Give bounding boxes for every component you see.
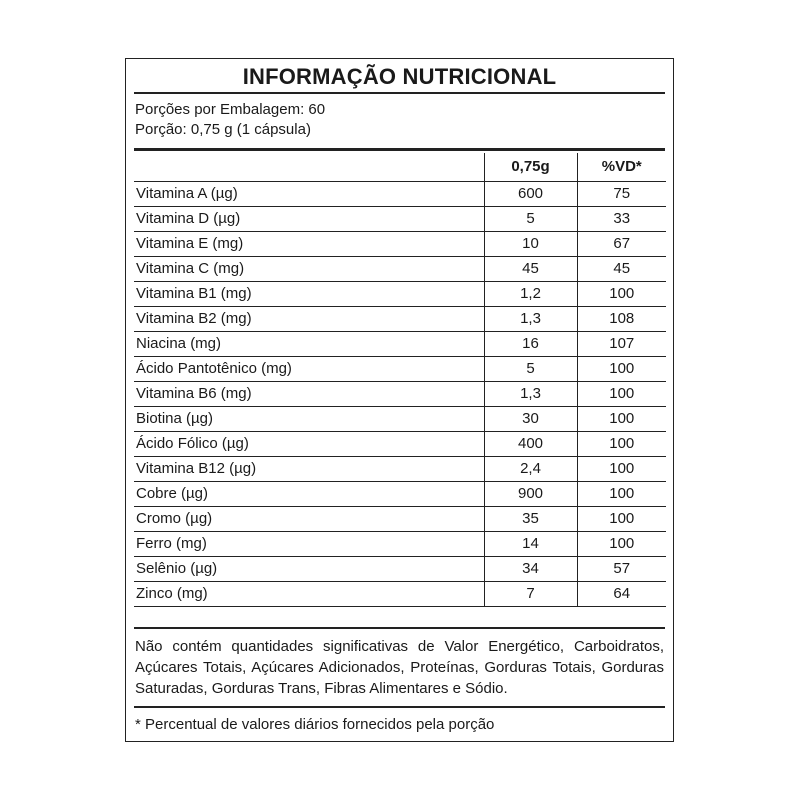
- nutrient-name: Vitamina D (µg): [134, 206, 484, 231]
- table-row: [134, 381, 666, 406]
- table-header-row: [134, 153, 666, 181]
- servings-per-package: Porções por Embalagem: 60: [135, 101, 326, 118]
- nutrient-amount: 45: [484, 256, 577, 281]
- nutrient-name: Vitamina E (mg): [134, 231, 484, 256]
- table-row: [134, 206, 666, 231]
- nutrient-daily-value: 45: [577, 256, 666, 281]
- nutrient-amount: 5: [484, 356, 577, 381]
- nutrient-amount: 35: [484, 506, 577, 531]
- nutrient-name: Biotina (µg): [134, 406, 484, 431]
- nutrient-amount: 5: [484, 206, 577, 231]
- nutrient-amount: 1,3: [484, 306, 577, 331]
- nutrient-amount: 600: [484, 181, 577, 206]
- nutrient-daily-value: 64: [577, 581, 666, 606]
- header-nutrient: [134, 153, 484, 181]
- nutrient-name: Niacina (mg): [134, 331, 484, 356]
- nutrition-facts-label: [125, 58, 674, 742]
- nutrient-name: Cobre (µg): [134, 481, 484, 506]
- nutrient-name: Vitamina B2 (mg): [134, 306, 484, 331]
- nutrient-amount: 7: [484, 581, 577, 606]
- nutrient-amount: 16: [484, 331, 577, 356]
- nutrient-amount: 34: [484, 556, 577, 581]
- table-row: [134, 481, 666, 506]
- nutrient-amount: 10: [484, 231, 577, 256]
- nutrient-daily-value: 100: [577, 381, 666, 406]
- nutrient-amount: 400: [484, 431, 577, 456]
- table-row: [134, 281, 666, 306]
- table-row: [134, 356, 666, 381]
- table-row: [134, 581, 666, 606]
- nutrient-daily-value: 100: [577, 481, 666, 506]
- nutrient-daily-value: 100: [577, 281, 666, 306]
- nutrient-daily-value: 100: [577, 356, 666, 381]
- nutrient-daily-value: 33: [577, 206, 666, 231]
- table-row: [134, 506, 666, 531]
- table-row: [134, 331, 666, 356]
- nutrient-amount: 2,4: [484, 456, 577, 481]
- nutrient-amount: 1,3: [484, 381, 577, 406]
- header-amount: 0,75g: [484, 153, 577, 181]
- nutrient-daily-value: 57: [577, 556, 666, 581]
- table-row: [134, 181, 666, 206]
- nutrient-name: Selênio (µg): [134, 556, 484, 581]
- nutrient-name: Cromo (µg): [134, 506, 484, 531]
- table-row: [134, 256, 666, 281]
- nutrient-amount: 900: [484, 481, 577, 506]
- daily-value-footnote: * Percentual de valores diários fornecidos pela porção: [135, 716, 495, 733]
- nutrient-daily-value: 107: [577, 331, 666, 356]
- title-divider: [134, 92, 665, 94]
- label-title: INFORMAÇÃO NUTRICIONAL: [242, 64, 557, 89]
- nutrient-name: Vitamina B6 (mg): [134, 381, 484, 406]
- nutrient-amount: 1,2: [484, 281, 577, 306]
- table-row: [134, 556, 666, 581]
- nutrient-name: Vitamina B1 (mg): [134, 281, 484, 306]
- nutrient-daily-value: 100: [577, 456, 666, 481]
- nutrient-disclaimer: Não contém quantidades significativas de Valor Energético, Carboidratos, Açúcares Totais, Açúcares Adicionados, Proteínas, Gorduras Totais, Gorduras Saturadas, Gorduras Trans, Fibras Alimentares e Sódio.: [135, 638, 664, 697]
- nutrient-name: Vitamina B12 (µg): [134, 456, 484, 481]
- nutrition-table: [134, 153, 666, 607]
- nutrient-daily-value: 100: [577, 506, 666, 531]
- table-row: [134, 456, 666, 481]
- nutrient-name: Ácido Pantotênico (mg): [134, 356, 484, 381]
- nutrient-amount: 30: [484, 406, 577, 431]
- nutrient-name: Ferro (mg): [134, 531, 484, 556]
- nutrient-daily-value: 100: [577, 431, 666, 456]
- nutrient-daily-value: 100: [577, 406, 666, 431]
- header-daily-value: %VD*: [577, 153, 666, 181]
- nutrient-daily-value: 75: [577, 181, 666, 206]
- table-row: [134, 431, 666, 456]
- serving-size: Porção: 0,75 g (1 cápsula): [135, 121, 311, 138]
- nutrient-name: Vitamina A (µg): [134, 181, 484, 206]
- table-row: [134, 531, 666, 556]
- serving-divider: [134, 148, 665, 151]
- nutrient-daily-value: 108: [577, 306, 666, 331]
- nutrient-name: Ácido Fólico (µg): [134, 431, 484, 456]
- table-row: [134, 231, 666, 256]
- table-bottom-divider: [134, 627, 665, 629]
- nutrient-name: Vitamina C (mg): [134, 256, 484, 281]
- nutrient-daily-value: 67: [577, 231, 666, 256]
- table-row: [134, 406, 666, 431]
- nutrient-daily-value: 100: [577, 531, 666, 556]
- nutrient-amount: 14: [484, 531, 577, 556]
- footnote-divider: [134, 706, 665, 708]
- nutrient-name: Zinco (mg): [134, 581, 484, 606]
- table-row: [134, 306, 666, 331]
